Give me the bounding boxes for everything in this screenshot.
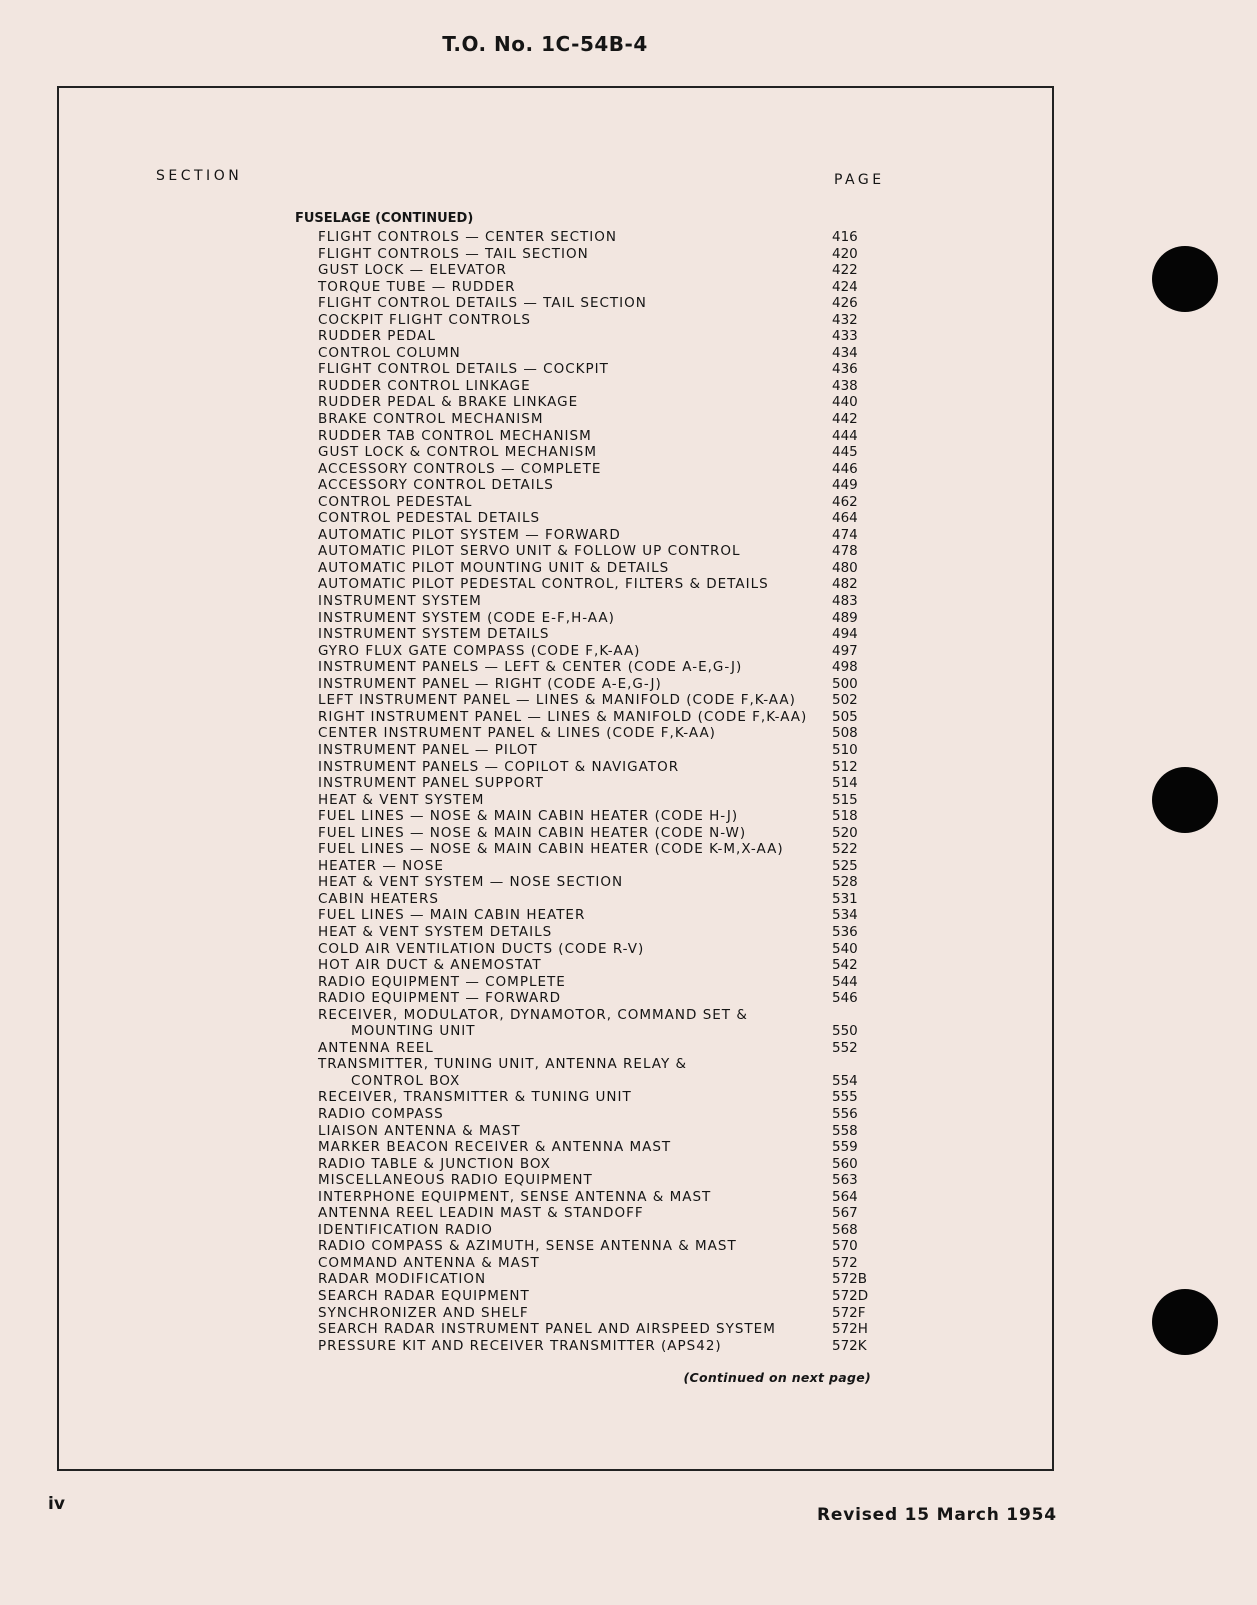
toc-entry [318, 428, 878, 445]
binder-hole [1152, 767, 1218, 833]
toc-entry-page: 514 [832, 775, 858, 792]
toc-entry-title-line: AUTOMATIC PILOT SERVO UNIT & FOLLOW UP CONTROL [318, 543, 741, 560]
toc-entry-title [318, 279, 832, 296]
toc-entry [318, 891, 878, 908]
toc-entry-title [318, 692, 832, 709]
toc-entry-title [318, 312, 832, 329]
toc-entry-title-line: RUDDER PEDAL & BRAKE LINKAGE [318, 394, 579, 411]
toc-entry-page: 556 [832, 1105, 858, 1122]
toc-entry-page: 550 [832, 1023, 858, 1040]
toc-entry-title [318, 1189, 832, 1206]
toc-entry-page: 482 [832, 576, 858, 593]
toc-entry-title-line: LEFT INSTRUMENT PANEL — LINES & MANIFOLD (CODE F,K-AA) [318, 692, 796, 709]
toc-entry [318, 576, 878, 593]
toc-entry-title-line: INSTRUMENT SYSTEM (CODE E-F,H-AA) [318, 609, 615, 626]
toc-entry-page: 563 [832, 1172, 858, 1189]
toc-entry-page: 572 [832, 1254, 858, 1271]
toc-entry-page: 520 [832, 824, 858, 841]
toc-entry [318, 742, 878, 759]
toc-entry-title [318, 709, 832, 726]
toc-entry-title-line: COCKPIT FLIGHT CONTROLS [318, 311, 531, 328]
toc-entry [318, 1321, 878, 1338]
toc-entry-title-line: SEARCH RADAR EQUIPMENT [318, 1288, 530, 1304]
toc-entry-title [318, 378, 832, 395]
toc-entry-title-line: RADIO COMPASS & AZIMUTH, SENSE ANTENNA & MAST [318, 1238, 737, 1255]
toc-entry [318, 295, 878, 312]
toc-entry-title [318, 974, 832, 991]
toc-entry-title-line: HEATER — NOSE [318, 857, 444, 874]
toc-entry [318, 643, 878, 660]
toc-entry-title [318, 1156, 832, 1173]
toc-entry-page: 494 [832, 626, 858, 643]
toc-entry-page: 424 [832, 278, 858, 295]
toc-entry-title-line: CONTROL COLUMN [318, 344, 461, 361]
toc-entry [318, 1338, 878, 1355]
toc-entry-title-line: CONTROL PEDESTAL [318, 493, 473, 510]
toc-entry-title-line: HEAT & VENT SYSTEM DETAILS [318, 923, 553, 940]
toc-entry-title-line: FUEL LINES — NOSE & MAIN CABIN HEATER (CODE K-M,X-AA) [318, 841, 784, 858]
toc-entry-title [318, 246, 832, 263]
toc-entry-title-line: HOT AIR DUCT & ANEMOSTAT [318, 957, 542, 974]
toc-entry [318, 1305, 878, 1322]
toc-entry-title-line: INSTRUMENT SYSTEM [318, 593, 482, 610]
toc-entry-page: 552 [832, 1039, 858, 1056]
toc-entry-page: 544 [832, 973, 858, 990]
toc-entry-title [318, 1305, 832, 1322]
toc-entry-page: 422 [832, 262, 858, 279]
toc-entry [318, 841, 878, 858]
binder-hole [1152, 1289, 1218, 1355]
toc-entry [318, 858, 878, 875]
toc-entry-page: 554 [832, 1072, 858, 1089]
toc-entry [318, 229, 878, 246]
toc-entry-title-line: TRANSMITTER, TUNING UNIT, ANTENNA RELAY & [318, 1056, 688, 1073]
toc-entry-title-line: HEAT & VENT SYSTEM — NOSE SECTION [318, 874, 624, 891]
toc-entry-title-line: CABIN HEATERS [318, 890, 439, 907]
toc-entry-page: 559 [832, 1139, 858, 1156]
toc-entry [318, 527, 878, 544]
toc-entry-page: 510 [832, 741, 858, 758]
toc-entry-title-line: TORQUE TUBE — RUDDER [318, 278, 516, 295]
toc-entry [318, 907, 878, 924]
toc-entry [318, 974, 878, 991]
toc-entry-title [318, 461, 832, 478]
toc-entry-page: 515 [832, 791, 858, 808]
toc-entry-title-line: INSTRUMENT SYSTEM DETAILS [318, 626, 550, 643]
toc-entry-title [318, 1321, 832, 1338]
toc-entry-title [318, 510, 832, 527]
toc-entry-title [318, 411, 832, 428]
toc-entry-title-line: FUEL LINES — NOSE & MAIN CABIN HEATER (CODE H-J) [318, 808, 739, 825]
toc-entry [318, 246, 878, 263]
group-heading: FUSELAGE (CONTINUED) [295, 211, 474, 226]
toc-entry-page: 433 [832, 328, 858, 345]
toc-entry-title-line: GUST LOCK — ELEVATOR [318, 262, 507, 279]
toc-entry-title-line: RADIO COMPASS [318, 1105, 444, 1122]
toc-entry-title-line: RADIO EQUIPMENT — COMPLETE [318, 973, 566, 990]
toc-entry [318, 775, 878, 792]
toc-entry-page: 572B [832, 1271, 868, 1288]
toc-entry [318, 477, 878, 494]
toc-entry [318, 725, 878, 742]
toc-entry-title [318, 1205, 832, 1222]
toc-entry-title-line: COLD AIR VENTILATION DUCTS (CODE R-V) [318, 940, 645, 957]
toc-entry-title-line: RECEIVER, MODULATOR, DYNAMOTOR, COMMAND SET & [318, 1006, 748, 1023]
toc-entry [318, 874, 878, 891]
toc-entry-title [318, 957, 832, 974]
toc-entry [318, 610, 878, 627]
section-column-label: SECTION [156, 168, 243, 184]
toc-entry-page: 498 [832, 659, 858, 676]
toc-entry-title [318, 1288, 832, 1305]
toc-entry-title [318, 593, 832, 610]
toc-entry [318, 1172, 878, 1189]
page-number: iv [48, 1494, 65, 1514]
toc-entry-title-line: AUTOMATIC PILOT SYSTEM — FORWARD [318, 526, 621, 543]
toc-entry-page: 434 [832, 344, 858, 361]
toc-entry-title [318, 1089, 832, 1106]
toc-entry-page: 502 [832, 692, 858, 709]
toc-entry-page: 474 [832, 526, 858, 543]
toc-entry [318, 262, 878, 279]
toc-entry-title-line: INSTRUMENT PANEL SUPPORT [318, 775, 544, 792]
toc-entry-page: 525 [832, 857, 858, 874]
toc-entry-title [318, 1139, 832, 1156]
toc-entry-title-line: FLIGHT CONTROL DETAILS — COCKPIT [318, 361, 609, 378]
toc-entry-title [318, 610, 832, 627]
toc-entry-page: 497 [832, 642, 858, 659]
toc-entry-page: 444 [832, 427, 858, 444]
toc-entry-title-line: RADAR MODIFICATION [318, 1271, 487, 1288]
toc-entry [318, 1056, 878, 1089]
toc-entry-title [318, 825, 832, 842]
toc-entry-title [318, 1338, 832, 1355]
toc-entry-page: 449 [832, 477, 858, 494]
toc-entry [318, 1189, 878, 1206]
toc-entry-page: 568 [832, 1221, 858, 1238]
toc-entry-title [318, 759, 832, 776]
toc-entry-title [318, 1238, 832, 1255]
toc-entry-title-line: FLIGHT CONTROLS — TAIL SECTION [318, 245, 589, 262]
toc-entry-page: 489 [832, 609, 858, 626]
toc-entry-title-line: ACCESSORY CONTROL DETAILS [318, 477, 554, 494]
toc-entry-title [318, 361, 832, 378]
toc-entry-title [318, 444, 832, 461]
toc-entry [318, 990, 878, 1007]
toc-entry-title [318, 394, 832, 411]
toc-entry [318, 825, 878, 842]
toc-entry [318, 1205, 878, 1222]
toc-entry-title-line: RIGHT INSTRUMENT PANEL — LINES & MANIFOLD (CODE F,K-AA) [318, 708, 808, 725]
toc-entry-page: 436 [832, 361, 858, 378]
toc-entry-title [318, 295, 832, 312]
toc-entry-page: 508 [832, 725, 858, 742]
toc-entry [318, 1156, 878, 1173]
toc-entry [318, 279, 878, 296]
toc-entry-title-line: HEAT & VENT SYSTEM [318, 791, 485, 808]
toc-entry [318, 692, 878, 709]
toc-entry-title [318, 543, 832, 560]
toc-entry-title-line: GYRO FLUX GATE COMPASS (CODE F,K-AA) [318, 642, 641, 659]
toc-entry-title [318, 659, 832, 676]
toc-entry-title [318, 576, 832, 593]
toc-entry-title-line: MOUNTING UNIT [351, 1023, 476, 1040]
toc-entry-title [318, 262, 832, 279]
toc-entry-title-line: FUEL LINES — MAIN CABIN HEATER [318, 907, 586, 924]
toc-entry-title-line: INSTRUMENT PANEL — PILOT [318, 741, 538, 758]
toc-entry [318, 709, 878, 726]
toc-entry-title-line: AUTOMATIC PILOT PEDESTAL CONTROL, FILTERS & DETAILS [318, 576, 769, 593]
toc-entry [318, 1222, 878, 1239]
toc-entry-page: 512 [832, 758, 858, 775]
toc-entry-page: 536 [832, 923, 858, 940]
toc-entry [318, 1238, 878, 1255]
toc-entry-title [318, 924, 832, 941]
toc-entry-title [318, 990, 832, 1007]
toc-list [318, 229, 878, 1354]
toc-entry [318, 1255, 878, 1272]
toc-entry-title [318, 941, 832, 958]
binder-hole [1152, 246, 1218, 312]
toc-entry [318, 560, 878, 577]
toc-entry-title [318, 725, 832, 742]
toc-entry-title [318, 775, 832, 792]
toc-entry-page: 572D [832, 1288, 869, 1304]
toc-entry-page: 483 [832, 593, 858, 610]
toc-entry-page: 432 [832, 311, 858, 328]
toc-entry-page: 416 [832, 229, 858, 245]
toc-entry-title-line: CONTROL BOX [351, 1072, 461, 1089]
toc-entry-page: 558 [832, 1122, 858, 1139]
toc-entry-title [318, 1106, 832, 1123]
toc-entry [318, 1106, 878, 1123]
toc-entry [318, 494, 878, 511]
toc-entry-title [318, 229, 832, 246]
toc-entry-page: 572K [832, 1337, 867, 1354]
toc-entry [318, 659, 878, 676]
toc-entry-title [318, 1271, 832, 1288]
toc-entry-title [318, 626, 832, 643]
toc-entry [318, 924, 878, 941]
toc-entry [318, 808, 878, 825]
toc-entry-page: 500 [832, 675, 858, 692]
toc-entry-page: 572F [832, 1304, 866, 1321]
toc-entry-title-line: ACCESSORY CONTROLS — COMPLETE [318, 460, 602, 477]
toc-entry-title [318, 1123, 832, 1140]
toc-entry-title [318, 494, 832, 511]
toc-entry-title-line: FLIGHT CONTROLS — CENTER SECTION [318, 229, 617, 245]
toc-entry-title-line: RUDDER PEDAL [318, 328, 436, 345]
toc-entry [318, 1089, 878, 1106]
toc-entry [318, 1007, 878, 1040]
toc-entry-title-line: RUDDER CONTROL LINKAGE [318, 377, 531, 394]
toc-entry-title-line: FUEL LINES — NOSE & MAIN CABIN HEATER (CODE N-W) [318, 824, 747, 841]
toc-entry-title-line: INTERPHONE EQUIPMENT, SENSE ANTENNA & MAST [318, 1188, 712, 1205]
toc-entry-page: 445 [832, 444, 858, 461]
toc-entry [318, 361, 878, 378]
toc-entry-title-line: GUST LOCK & CONTROL MECHANISM [318, 444, 598, 461]
toc-entry-page: 570 [832, 1238, 858, 1255]
toc-entry-title [318, 1040, 832, 1057]
toc-entry [318, 461, 878, 478]
toc-entry-title-line: FLIGHT CONTROL DETAILS — TAIL SECTION [318, 295, 647, 312]
toc-entry-title-line: INSTRUMENT PANELS — LEFT & CENTER (CODE A-E,G-J) [318, 659, 743, 676]
toc-entry-title-line: SYNCHRONIZER AND SHELF [318, 1304, 529, 1321]
toc-entry [318, 328, 878, 345]
toc-entry-title [318, 1056, 832, 1089]
toc-entry [318, 411, 878, 428]
document-number: T.O. No. 1C-54B-4 [442, 32, 648, 56]
toc-entry-title-line: LIAISON ANTENNA & MAST [318, 1122, 521, 1139]
toc-entry-title [318, 477, 832, 494]
toc-entry-title [318, 841, 832, 858]
toc-entry-page: 446 [832, 460, 858, 477]
toc-entry-title [318, 328, 832, 345]
toc-entry-title [318, 874, 832, 891]
toc-entry-title [318, 1007, 832, 1040]
toc-entry-page: 480 [832, 559, 858, 576]
toc-entry-title [318, 527, 832, 544]
toc-entry-page: 534 [832, 907, 858, 924]
toc-entry-page: 440 [832, 394, 858, 411]
toc-entry-title [318, 643, 832, 660]
toc-entry-title-line: ANTENNA REEL [318, 1039, 434, 1056]
toc-entry-title [318, 676, 832, 693]
toc-entry [318, 941, 878, 958]
toc-entry [318, 676, 878, 693]
toc-entry-title-line: RECEIVER, TRANSMITTER & TUNING UNIT [318, 1089, 632, 1106]
toc-entry-page: 462 [832, 493, 858, 510]
toc-entry-title [318, 560, 832, 577]
continued-note: (Continued on next page) [683, 1370, 871, 1385]
toc-entry [318, 1271, 878, 1288]
toc-entry-title [318, 808, 832, 825]
toc-entry-title-line: CONTROL PEDESTAL DETAILS [318, 510, 541, 527]
toc-entry [318, 957, 878, 974]
toc-entry-title [318, 907, 832, 924]
toc-entry-title-line: INSTRUMENT PANEL — RIGHT (CODE A-E,G-J) [318, 675, 662, 692]
toc-entry-title-line: COMMAND ANTENNA & MAST [318, 1254, 540, 1271]
toc-entry-title [318, 1222, 832, 1239]
toc-entry [318, 394, 878, 411]
toc-entry-page: 567 [832, 1205, 858, 1222]
toc-entry-title [318, 742, 832, 759]
revision-date: Revised 15 March 1954 [817, 1505, 1057, 1525]
toc-entry [318, 759, 878, 776]
toc-entry-title [318, 345, 832, 362]
toc-entry-title [318, 891, 832, 908]
toc-entry-page: 464 [832, 510, 858, 527]
toc-entry-title [318, 792, 832, 809]
toc-entry-title-line: RADIO EQUIPMENT — FORWARD [318, 990, 561, 1007]
toc-entry-page: 438 [832, 377, 858, 394]
toc-entry-page: 426 [832, 295, 858, 312]
toc-entry-title-line: IDENTIFICATION RADIO [318, 1221, 493, 1238]
toc-entry-title-line: CENTER INSTRUMENT PANEL & LINES (CODE F,K-AA) [318, 725, 716, 742]
toc-entry-title-line: RADIO TABLE & JUNCTION BOX [318, 1155, 551, 1172]
toc-entry-title-line: RUDDER TAB CONTROL MECHANISM [318, 427, 592, 444]
toc-entry-page: 518 [832, 808, 858, 825]
toc-entry-page: 572H [832, 1321, 868, 1338]
toc-entry [318, 312, 878, 329]
page-column-label: PAGE [834, 172, 885, 188]
toc-entry-title [318, 1255, 832, 1272]
toc-entry-title [318, 428, 832, 445]
toc-entry-page: 542 [832, 957, 858, 974]
toc-entry-page: 420 [832, 245, 858, 262]
toc-entry [318, 626, 878, 643]
toc-entry-page: 546 [832, 990, 858, 1007]
toc-entry-title-line: MARKER BEACON RECEIVER & ANTENNA MAST [318, 1139, 672, 1156]
toc-entry-page: 560 [832, 1155, 858, 1172]
toc-entry-page: 528 [832, 874, 858, 891]
toc-entry [318, 593, 878, 610]
toc-entry-page: 505 [832, 708, 858, 725]
toc-entry-title [318, 1172, 832, 1189]
toc-entry [318, 792, 878, 809]
toc-entry-title [318, 858, 832, 875]
toc-entry [318, 345, 878, 362]
toc-entry-page: 442 [832, 411, 858, 428]
toc-entry-title-line: INSTRUMENT PANELS — COPILOT & NAVIGATOR [318, 758, 680, 775]
toc-entry-page: 555 [832, 1089, 858, 1106]
toc-entry [318, 1288, 878, 1305]
toc-entry [318, 1123, 878, 1140]
toc-entry-page: 478 [832, 543, 858, 560]
toc-entry-page: 540 [832, 940, 858, 957]
toc-entry-title-line: BRAKE CONTROL MECHANISM [318, 411, 544, 428]
toc-entry [318, 1139, 878, 1156]
toc-entry-title-line: SEARCH RADAR INSTRUMENT PANEL AND AIRSPEED SYSTEM [318, 1321, 776, 1338]
toc-entry-title-line: MISCELLANEOUS RADIO EQUIPMENT [318, 1172, 593, 1189]
toc-entry-title-line: AUTOMATIC PILOT MOUNTING UNIT & DETAILS [318, 559, 670, 576]
toc-entry [318, 543, 878, 560]
toc-entry-page: 522 [832, 841, 858, 858]
toc-entry [318, 1040, 878, 1057]
toc-entry [318, 510, 878, 527]
toc-entry-page: 564 [832, 1188, 858, 1205]
toc-entry-title-line: ANTENNA REEL LEADIN MAST & STANDOFF [318, 1205, 644, 1222]
toc-entry-page: 531 [832, 890, 858, 907]
toc-entry [318, 444, 878, 461]
toc-entry-title-line: PRESSURE KIT AND RECEIVER TRANSMITTER (APS42) [318, 1337, 722, 1354]
toc-entry [318, 378, 878, 395]
